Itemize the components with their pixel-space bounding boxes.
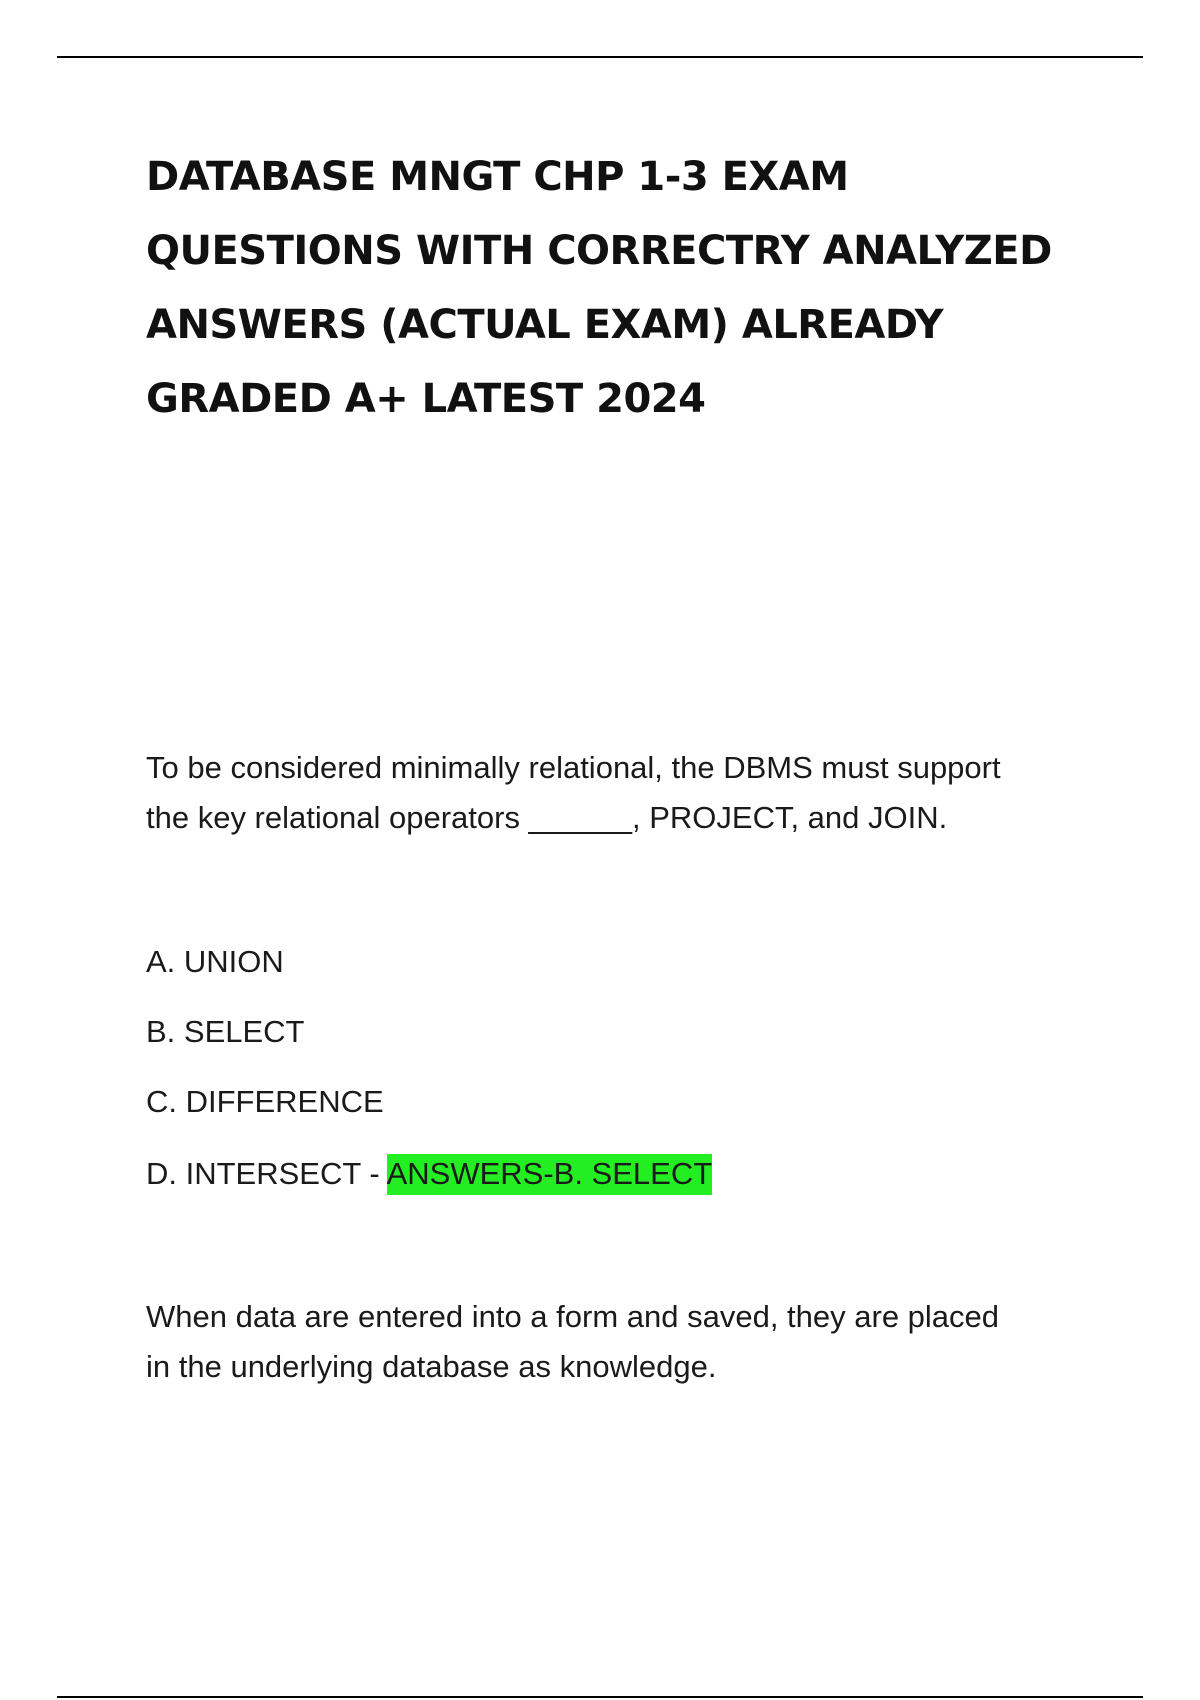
question-2-line-2: in the underlying database as knowledge.	[146, 1349, 717, 1384]
bottom-rule	[57, 1696, 1143, 1698]
option-c: C. DIFFERENCE	[146, 1084, 384, 1119]
answer-highlight: ANSWERS-B. SELECT	[387, 1154, 713, 1195]
title-line-4: GRADED A+ LATEST 2024	[146, 376, 706, 422]
title-line-1: DATABASE MNGT CHP 1-3 EXAM	[146, 154, 849, 200]
option-a: A. UNION	[146, 944, 284, 979]
option-b: B. SELECT	[146, 1014, 305, 1049]
top-rule	[57, 56, 1143, 58]
option-d-label: D. INTERSECT -	[146, 1156, 387, 1191]
question-2-text	[146, 1292, 1106, 1392]
title-line-3: ANSWERS (ACTUAL EXAM) ALREADY	[146, 302, 944, 348]
document-title	[146, 140, 1106, 436]
question-2-line-1: When data are entered into a form and saved, they are placed	[146, 1299, 1000, 1334]
question-1-text	[146, 743, 1106, 843]
option-d	[146, 1152, 712, 1196]
question-1-line-2: the key relational operators ______, PROJECT, and JOIN.	[146, 800, 948, 835]
title-line-2: QUESTIONS WITH CORRECTRY ANALYZED	[146, 228, 1052, 274]
question-1-line-1: To be considered minimally relational, the DBMS must support	[146, 750, 1001, 785]
